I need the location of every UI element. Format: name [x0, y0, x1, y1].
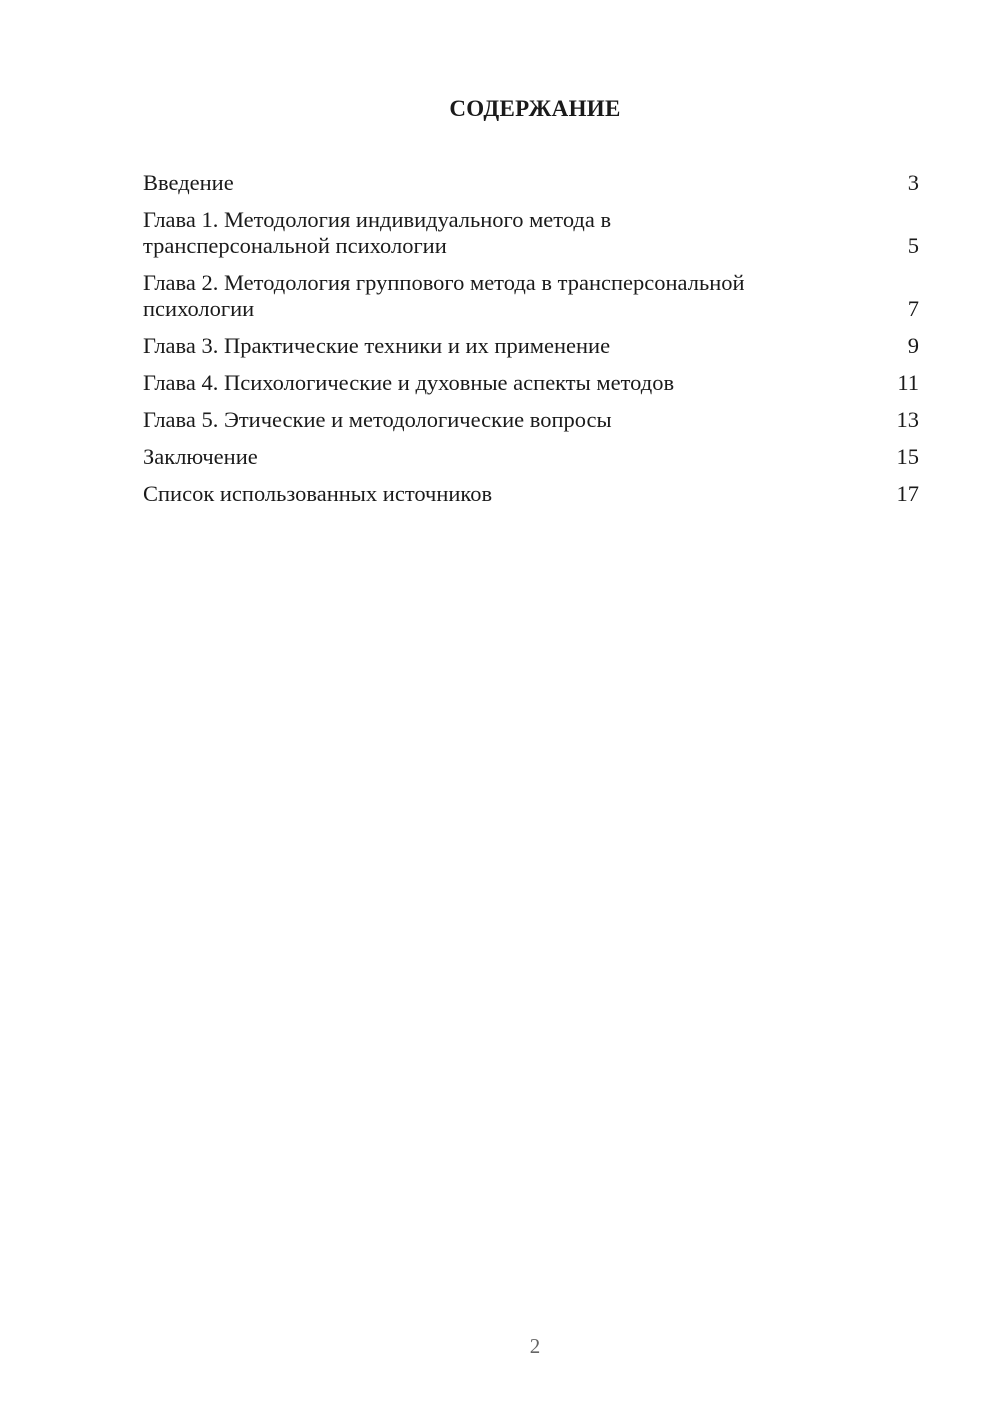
toc-entry-page: 9 — [907, 333, 919, 358]
toc-entry-page: 13 — [896, 407, 919, 432]
toc-entry-page: 7 — [907, 296, 919, 321]
toc-entry — [143, 444, 919, 470]
toc-entry-page: 17 — [896, 481, 919, 506]
page-title: СОДЕРЖАНИЕ — [449, 96, 621, 121]
toc-entry — [143, 270, 919, 322]
toc-entry-label: Введение — [143, 170, 234, 195]
toc-entry-label: Глава 1. Методология индивидуального метода в трансперсональной психологии — [143, 207, 612, 258]
page-number: 2 — [529, 1334, 541, 1358]
toc-entry — [143, 370, 919, 396]
toc-entry-label: Глава 3. Практические техники и их применение — [143, 333, 611, 358]
toc-entry-label: Глава 4. Психологические и духовные аспекты методов — [143, 370, 675, 395]
toc-entry — [143, 333, 919, 359]
toc-entry-page: 11 — [897, 370, 919, 395]
toc-entry-label: Глава 5. Этические и методологические вопросы — [143, 407, 612, 432]
table-of-contents — [143, 170, 919, 518]
toc-entry — [143, 207, 919, 259]
toc-entry — [143, 481, 919, 507]
toc-entry-page: 3 — [907, 170, 919, 195]
toc-entry-label: Список использованных источников — [143, 481, 493, 506]
toc-entry-page: 15 — [896, 444, 919, 469]
toc-entry — [143, 170, 919, 196]
toc-entry-label: Глава 2. Методология группового метода в трансперсональной психологии — [143, 270, 745, 321]
toc-entry-label: Заключение — [143, 444, 258, 469]
toc-entry-page: 5 — [907, 233, 919, 258]
toc-entry — [143, 407, 919, 433]
